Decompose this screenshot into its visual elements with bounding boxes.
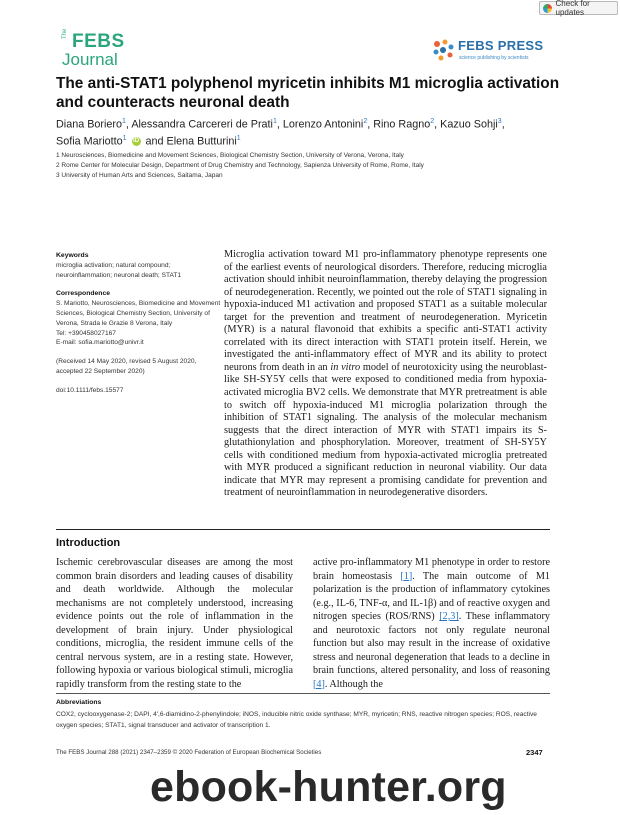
received-dates: (Received 14 May 2020, revised 5 August 2020, accepted 22 September 2020) [56,358,197,375]
keywords-text: microglia activation; natural compound; neuroinflammation; neuronal death; STAT1 [56,261,182,279]
abstract-text: model of neurotoxicity using the neuroblast-like SH-SY5Y cells that were exposed to conditioned media from hypoxia-activated microglia BV2 cells. We demonstrate that MYR pretreatment is able to switch off hypoxia-induced M1 microglia polarization through the inhibition of STAT1 signaling. The analysis of the molecular mechanism suggests that the direct interaction of MYR with STAT1 impairs its S-glutathionylation and phosphorylation. Moreover, treatment of SH-SY5Y cells with conditioned medium from hypoxia-activated microglia pretreated with MYR produced a significant reduction in neuronal viability. Our data indicate that MYR may represent a promising candidate for prevention and treatment of neuroinflammation in neurodegenerative disorders. [224,361,547,499]
introduction-column-right [313,556,550,691]
check-for-updates-button[interactable] [539,1,618,15]
body-text: . The main outcome of M1 polarization is the production of inflammatory cytokines (e.g., IL-6, TNF-α, and IL-1β) and of reactive oxygen and nitrogen species (ROS/RNS) [313,570,550,622]
reference-link[interactable]: [1] [400,570,413,582]
author-affiliation-mark: 1 [122,118,126,125]
febs-press-dots-icon [430,37,456,63]
author-name: Kazuo Sohji [440,118,498,131]
abstract-italic-term: in vitro [330,361,361,373]
orcid-icon[interactable]: iD [133,138,140,145]
page-number: 2347 [526,748,543,757]
update-icon [543,4,552,13]
article-sidebar [56,251,221,405]
check-for-updates-label: Check for updates [555,0,590,17]
febs-press-tagline: science publishing by scientists [459,55,529,61]
febs-press-logo [430,35,545,67]
watermark: ebook-hunter.org [150,763,507,811]
introduction-column-left: Ischemic cerebrovascular diseases are among the most common brain disorders and leading causes of disability and death worldwide. Although the molecular mechanisms are not completely understood, increasing evidence points out the role of inflammation in the development of brain injury. Under physiological conditions, microglia, the resident immune cells of the central nervous system, are in a resting state. However, following hypoxia or various biological stimuli, microglia rapidly transform from the resting state to the [56,557,293,690]
author-affiliation-mark: 3 [497,118,502,125]
affiliation: 2 Rome Center for Molecular Design, Department of Drug Chemistry and Technology, Sapienza University of Rome, Rome, Italy [56,162,424,169]
author-affiliation-mark: 2 [363,118,368,125]
author-name: Alessandra Carcereri de Prati [131,118,273,131]
body-text: . These inflammatory and neurotoxic factors not only regulate neuronal function but also may result in the increase of oxidative stress and neuronal degeneration that leads to a decline in brain functions, altered personality, and loss of reasoning [313,611,550,676]
article-title: The anti-STAT1 polyphenol myricetin inhibits M1 microglia activation and counteracts neuronal death [56,75,560,111]
affiliation: 3 University of Human Arts and Sciences, Saitama, Japan [56,172,223,179]
correspondence-address: S. Mariotto, Neurosciences, Biomedicine and Movement Sciences, Biological Chemistry Section, University of Verona, Strada le Grazie 8 Verona, Italy [56,300,221,327]
author-affiliation-mark: 1 [272,118,277,125]
doi-link[interactable]: doi:10.1111/febs.15577 [56,386,124,394]
journal-logo-the: The [62,28,68,39]
author-name: Diana Boriero [56,118,123,131]
reference-link[interactable]: [4] [313,678,325,690]
author-affiliation-mark: 1 [236,135,241,142]
journal-logo-journal: Journal [62,50,118,69]
reference-link[interactable]: [2,3] [439,611,459,622]
correspondence-email[interactable]: E-mail: sofia.mariotto@univr.it [56,339,144,347]
journal-logo-febs: FEBS [72,31,125,52]
correspondence-heading: Correspondence [56,290,111,298]
keywords-heading: Keywords [56,252,89,259]
introduction-heading: Introduction [56,537,121,549]
febs-press-name: FEBS PRESS [458,38,544,53]
abbreviations-text: COX2, cyclooxygenase-2; DAPI, 4′,6-diamidino-2-phenylindole; iNOS, inducible nitric oxide synthase; MYR, myricetin; RNS, reactive nitrogen species; ROS, reactive oxygen species; STAT1, signal transducer and activator of transcription 1. [56,711,537,729]
footer-citation: The FEBS Journal 288 (2021) 2347–2359 © 2020 Federation of European Biochemical Societies [56,749,322,756]
abstract [224,249,547,500]
abbreviations-divider [56,693,550,694]
section-divider [56,529,550,530]
affiliation: 1 Neurosciences, Biomedicine and Movement Sciences, Biological Chemistry Section, University of Verona, Verona, Italy [56,152,404,159]
body-text: . Although the [324,678,383,690]
abstract-text: Microglia activation toward M1 pro-inflammatory phenotype represents one of the earliest events of neurological disorders. Therefore, reducing microglia activation should inhibit neuroinflammation, thereby delaying the progression of neurodegeneration. Recently, we pointed out the role of STAT1 signaling in hypoxia-induced M1 activation and proposed STAT1 as a suitable molecular target for the prevention and treatment of neurodegeneration. Myricetin (MYR) is a natural flavonoid that exhibits a specific anti-STAT1 activity correlated with its direct interaction with STAT1 protein itself. Herein, we investigated the anti-inflammatory effect of MYR and its ability to protect neurons from death in an [224,249,547,373]
author-list: Diana Boriero$^1$, Alessandra Carcereri de Prati$^1$, Lorenzo Antonini$^2$, Rino Ragno$^2$, Kazuo Sohji$^3$, Sofia Mariotto$^1$ iD and Elena Butturini$^1$ [56,118,505,148]
correspondence-tel: Tel: +390458027167 [56,329,116,337]
author-affiliation-mark: 2 [430,118,435,125]
journal-logo [60,28,130,70]
author-name: Sofia Mariotto [56,135,123,148]
author-affiliation-mark: 1 [122,135,127,142]
author-name: Rino Ragno [373,118,431,131]
body-text: active pro-inflammatory M1 phenotype in order to restore brain homeostasis [313,557,550,582]
abbreviations-heading: Abbreviations [56,699,102,706]
author-name: Elena Butturini [166,135,237,148]
author-name: Lorenzo Antonini [282,118,364,131]
